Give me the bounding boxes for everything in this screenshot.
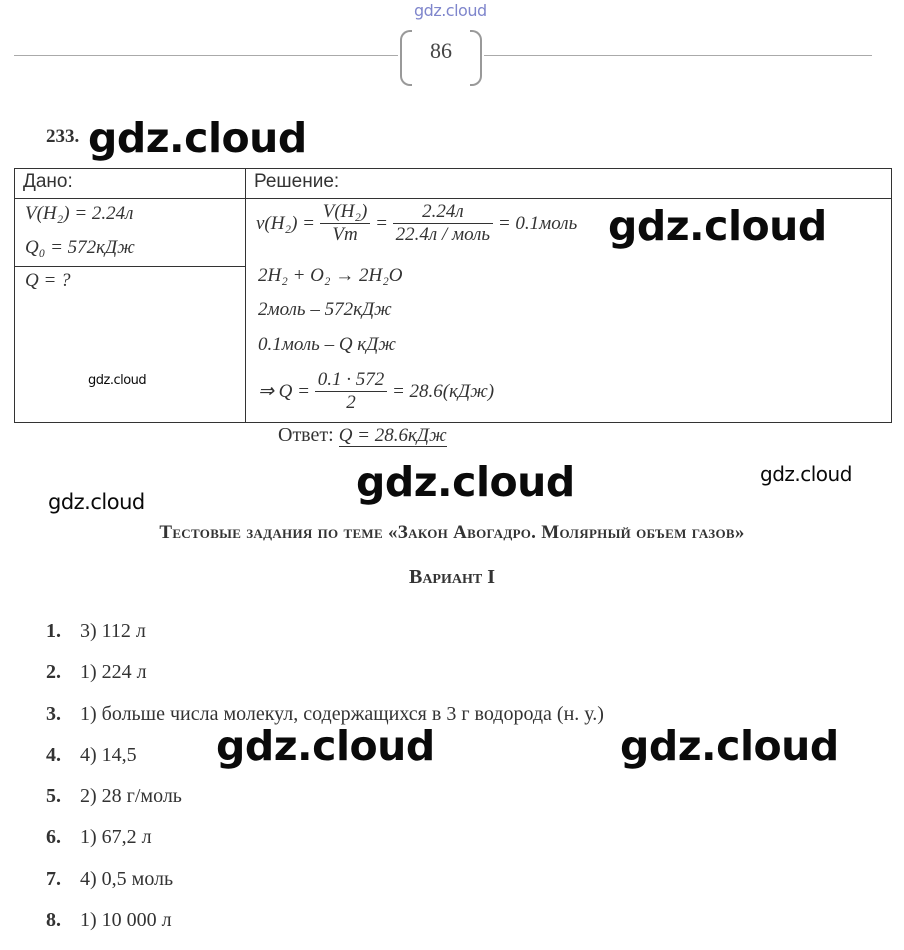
answer-line: [278, 424, 447, 447]
watermark: gdz.cloud: [48, 490, 145, 514]
proportion-line-1: 2моль – 572кДж: [258, 299, 392, 320]
list-item: 3. 1) больше числа молекул, содержащихся в 3 г водорода (н. у.): [46, 702, 604, 725]
task-number: 233.: [46, 126, 80, 147]
reaction-equation: 2H₂ + O₂ → 2H₂O: [258, 265, 403, 286]
nu-fraction-2: $\frac{2.24л}{\text{22.4л / моль}}$: [393, 201, 493, 246]
watermark: gdz.cloud: [88, 373, 147, 388]
watermark: gdz.cloud: [620, 722, 839, 770]
q-fraction: $\frac{0.1 \cdot 572}{2}$: [315, 369, 388, 414]
watermark: gdz.cloud: [216, 722, 435, 770]
list-item: 4. 4) 14,5: [46, 743, 137, 766]
q-lhs: ⇒ Q =: [258, 381, 310, 402]
list-item: 8. 1) 10 000 л: [46, 909, 172, 932]
solution-header: Решение:: [246, 169, 892, 199]
proportion-line-2: 0.1моль – Q кДж: [258, 334, 396, 355]
answer-value: Q = 28.6кДж: [338, 425, 447, 446]
find-quantity: Q = ?: [25, 270, 71, 291]
q-formula: [258, 369, 494, 414]
answers-list: [46, 620, 604, 950]
q-result: = 28.6(кДж): [391, 380, 495, 402]
solution-table: [14, 168, 892, 423]
page-number-frame: [400, 30, 482, 84]
nu-fraction-1: $\frac{\text{V(H₂)}}{Vm}$: [320, 201, 371, 246]
given-cell: [15, 199, 246, 423]
list-item: 6. 1) 67,2 л: [46, 826, 152, 849]
answer-label: Ответ:: [278, 424, 334, 446]
list-item: 7. 4) 0,5 моль: [46, 867, 174, 890]
section-title: Тестовые задания по теме «Закон Авогадро. Молярный объем газов»: [159, 522, 745, 543]
list-item: 5. 2) 28 г/моль: [46, 785, 182, 808]
watermark: gdz.cloud: [88, 114, 307, 162]
solution-cell: [246, 199, 892, 423]
given-header: Дано:: [15, 169, 246, 199]
nu-result: = 0.1моль: [497, 212, 578, 234]
watermark: gdz.cloud: [608, 202, 827, 250]
nu-lhs: ν(H₂) =: [256, 212, 315, 234]
watermark: gdz.cloud: [356, 458, 575, 506]
header-rule-left: [14, 55, 398, 56]
list-item: 2. 1) 224 л: [46, 661, 147, 684]
variant-title: Вариант I: [408, 566, 495, 588]
nu-formula: ν(H₂) = $\frac{\text{V(H₂)}}{Vm}$ = $\frac{2.24л}{\text{22.4л / моль}}$ = 0.1моль: [256, 201, 578, 245]
watermark-top: gdz.cloud: [414, 1, 487, 20]
given-volume: V(H₂) = 2.24л: [25, 203, 134, 224]
given-heat: Q₀ = 572кДж: [25, 237, 135, 258]
page-number: 86: [430, 38, 452, 63]
header-rule-right: [484, 55, 872, 56]
watermark: gdz.cloud: [760, 462, 852, 486]
list-item: 1. 3) 112 л: [46, 620, 146, 642]
